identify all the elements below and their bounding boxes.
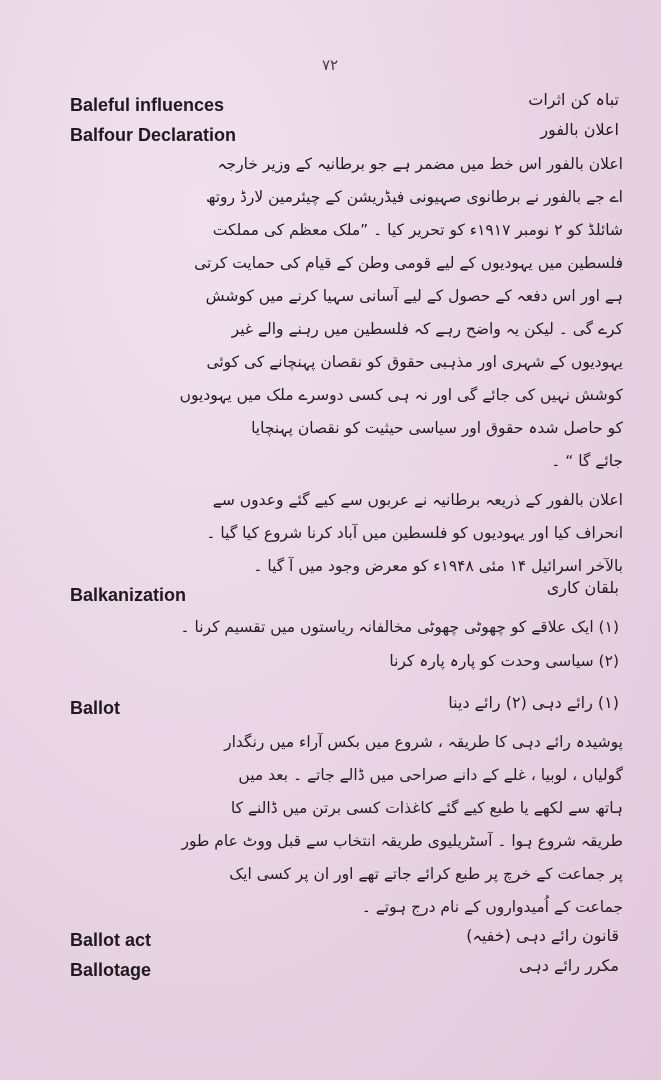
entry-balfour-ur: اعلان بالفور <box>540 120 619 139</box>
entry-ballot-act-ur: قانون رائے دہی (خفیہ) <box>466 926 619 945</box>
balfour-paragraph-2 <box>58 484 623 583</box>
text-line: پر جماعت کے خرچ پر طبع کرائے جاتے تھے اور ان پر کسی ایک <box>229 865 623 883</box>
text-line: اعلان بالفور اس خط میں مضمر ہے جو برطانیہ کے وزیر خارجہ <box>217 155 623 173</box>
balkanization-item-2: (۲) سیاسی وحدت کو پارہ پارہ کرنا <box>389 652 619 670</box>
text-line: یہودیوں کے شہری اور مذہبی حقوق کو نقصان پہنچانے کی کوئی <box>206 353 623 371</box>
text-line: جائے گا “ ۔ <box>551 452 623 470</box>
text-line: ہاتھ سے لکھے یا طبع کیے گئے کاغذات کسی برتن میں ڈالنے کا <box>230 799 623 817</box>
entry-ballot-act-en: Ballot act <box>70 930 152 950</box>
text-line: کرے گی ۔ لیکن یہ واضح رہے کہ فلسطین میں رہنے والے غیر <box>231 320 623 338</box>
page-number: ۷۲ <box>321 56 339 74</box>
entry-baleful-en: Baleful influences <box>70 95 225 115</box>
entry-ballotage-ur: مکرر رائے دہی <box>519 956 619 975</box>
text-line: گولیاں ، لوبیا ، غلے کے دانے صراحی میں ڈالے جاتے ۔ بعد میں <box>238 766 623 784</box>
text-line: کوشش نہیں کی جائے گی اور نہ ہی کسی دوسرے ملک میں یہودیوں <box>179 386 623 404</box>
balfour-paragraph-1 <box>58 148 623 478</box>
balkanization-item-1: (۱) ایک علاقے کو چھوٹی چھوٹی مخالفانہ ریاستوں میں تقسیم کرنا ۔ <box>180 618 619 636</box>
ballot-paragraph <box>58 726 623 924</box>
text-line: پوشیدہ رائے دہی کا طریقہ ، شروع میں بکس آراء میں رنگدار <box>224 733 623 751</box>
entry-balkanization-en: Balkanization <box>70 585 187 605</box>
entry-ballotage-en: Ballotage <box>70 960 152 980</box>
text-line: جماعت کے اُمیدواروں کے نام درج ہوتے ۔ <box>361 898 623 916</box>
entry-balkanization-ur: بلقان کاری <box>546 578 619 597</box>
text-line: انحراف کیا اور یہودیوں کو فلسطین میں آباد کرنا شروع کیا گیا ۔ <box>206 524 623 542</box>
entry-baleful-ur: تباہ کن اثرات <box>528 90 619 109</box>
text-line: ہے اور اس دفعہ کے حصول کے لیے آسانی سہیا کرنے میں کوشش <box>205 287 623 305</box>
text-line: اعلان بالفور کے ذریعہ برطانیہ نے عربوں سے کیے گئے وعدوں سے <box>212 491 623 509</box>
entry-ballot-ur: (۱) رائے دہی (۲) رائے دینا <box>448 693 619 712</box>
text-line: فلسطین میں یہودیوں کے لیے قومی وطن کے قیام کی حمایت کرتی <box>194 254 623 272</box>
text-line: کو حاصل شدہ حقوق اور سیاسی حیثیت کو نقصان پہنچایا <box>251 419 623 437</box>
text-line: بالآخر اسرائیل ۱۴ مئی ۱۹۴۸ء کو معرض وجود میں آ گیا ۔ <box>253 557 623 575</box>
text-line: طریقہ شروع ہوا ۔ آسٹریلیوی طریقہ انتخاب سے قبل ووٹ عام طور <box>181 832 623 850</box>
entry-balfour-en: Balfour Declaration <box>70 125 237 145</box>
entry-ballot-en: Ballot <box>70 698 121 718</box>
text-line: اے جے بالفور نے برطانوی صہیونی فیڈریشن کے چیئرمین لارڈ روتھ <box>205 188 623 206</box>
text-line: شائلڈ کو ۲ نومبر ۱۹۱۷ء کو تحریر کیا ۔ ”ملک معظم کی مملکت <box>212 221 623 239</box>
